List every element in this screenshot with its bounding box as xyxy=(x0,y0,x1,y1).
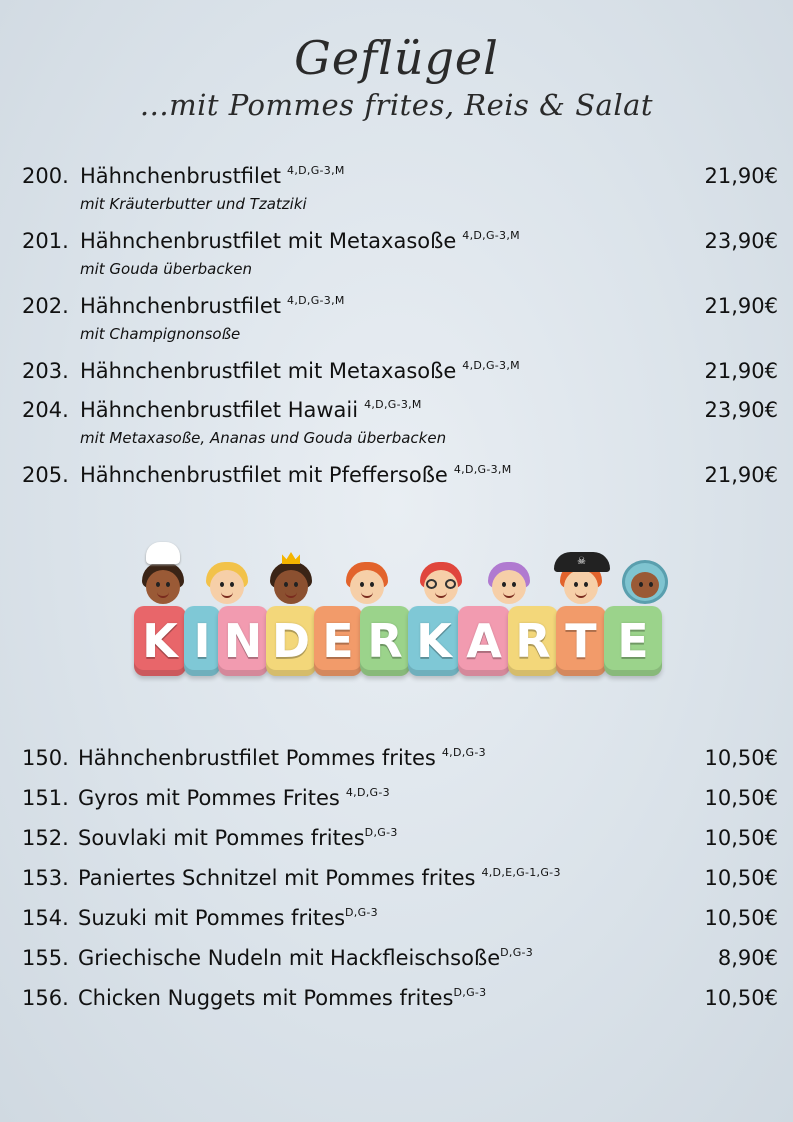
menu-item xyxy=(22,824,778,858)
item-price: 10,50€ xyxy=(704,746,778,770)
item-name: Hähnchenbrustfilet xyxy=(80,164,282,188)
item-name: Gyros mit Pommes Frites xyxy=(78,786,340,810)
allergen-codes: 4,D,G-3,M xyxy=(462,359,520,372)
allergen-codes: D,G-3 xyxy=(364,826,398,839)
allergen-codes: 4,D,G-3,M xyxy=(287,164,345,177)
menu-header xyxy=(0,30,793,124)
allergen-codes: 4,D,G-3 xyxy=(345,786,390,799)
menu-item xyxy=(22,227,778,280)
menu-item xyxy=(22,162,778,215)
item-price: 10,50€ xyxy=(704,906,778,930)
allergen-codes: 4,D,E,G-1,G-3 xyxy=(481,866,561,879)
item-name-wrap xyxy=(78,746,486,770)
item-name-wrap xyxy=(78,906,378,930)
child-cap-glasses-illustration xyxy=(418,562,464,610)
item-price: 23,90€ xyxy=(704,229,778,253)
menu-item xyxy=(22,292,778,345)
letter-block: R xyxy=(360,606,410,676)
menu-item xyxy=(22,744,778,778)
item-name-wrap xyxy=(80,164,345,188)
item-description: mit Gouda überbacken xyxy=(80,260,253,278)
child-astronaut-illustration xyxy=(622,562,668,610)
item-price: 21,90€ xyxy=(704,164,778,188)
item-name-wrap xyxy=(80,229,520,253)
letter-block: I xyxy=(184,606,220,676)
item-name: Suzuki mit Pommes frites xyxy=(78,906,346,930)
item-price: 21,90€ xyxy=(704,294,778,318)
poultry-menu-list xyxy=(22,162,778,500)
menu-item xyxy=(22,864,778,898)
item-name: Souvlaki mit Pommes frites xyxy=(78,826,365,850)
menu-item xyxy=(22,357,778,391)
allergen-codes: 4,D,G-3,M xyxy=(453,463,512,476)
menu-item xyxy=(22,984,778,1018)
allergen-codes: 4,D,G-3,M xyxy=(364,398,422,411)
item-price: 21,90€ xyxy=(704,463,778,487)
item-number: 202. xyxy=(22,294,69,318)
child-chef-illustration xyxy=(140,562,186,610)
letter-block: E xyxy=(604,606,662,676)
item-price: 23,90€ xyxy=(704,398,778,422)
item-description: mit Metaxasoße, Ananas und Gouda überbacken xyxy=(80,429,447,447)
item-price: 10,50€ xyxy=(704,866,778,890)
item-number: 200. xyxy=(22,164,69,188)
item-name: Hähnchenbrustfilet mit Metaxasoße xyxy=(80,359,457,383)
item-name: Hähnchenbrustfilet mit Pfeffersoße xyxy=(80,463,448,487)
item-name: Griechische Nudeln mit Hackfleischsoße xyxy=(78,946,501,970)
allergen-codes: 4,D,G-3,M xyxy=(287,294,345,307)
item-description: mit Kräuterbutter und Tzatziki xyxy=(80,195,307,213)
kids-menu-list xyxy=(22,744,778,1024)
menu-item xyxy=(22,904,778,938)
item-name-wrap xyxy=(78,866,561,890)
item-name-wrap xyxy=(78,946,533,970)
item-name-wrap xyxy=(78,986,486,1010)
item-number: 203. xyxy=(22,359,69,383)
letter-block: A xyxy=(458,606,510,676)
item-number: 205. xyxy=(22,463,69,487)
item-price: 10,50€ xyxy=(704,986,778,1010)
item-name-wrap xyxy=(78,786,390,810)
child-princess-illustration xyxy=(268,562,314,610)
letter-block: R xyxy=(508,606,558,676)
child-redhead-illustration xyxy=(344,562,390,610)
page-subtitle: ...mit Pommes frites, Reis & Salat xyxy=(139,88,654,122)
item-name-wrap xyxy=(80,294,345,318)
letter-block: E xyxy=(314,606,362,676)
item-number: 154. xyxy=(22,906,69,930)
item-number: 155. xyxy=(22,946,69,970)
allergen-codes: D,G-3 xyxy=(453,986,487,999)
item-number: 204. xyxy=(22,398,69,422)
page-title: Geflügel xyxy=(294,31,499,85)
item-name-wrap xyxy=(80,463,512,487)
item-number: 150. xyxy=(22,746,69,770)
item-price: 10,50€ xyxy=(704,826,778,850)
allergen-codes: D,G-3 xyxy=(500,946,534,959)
item-number: 153. xyxy=(22,866,69,890)
item-name: Hähnchenbrustfilet xyxy=(80,294,282,318)
kinderkarte-banner xyxy=(134,540,668,685)
allergen-codes: D,G-3 xyxy=(345,906,378,919)
letter-block: K xyxy=(134,606,186,676)
item-name: Hähnchenbrustfilet Pommes frites xyxy=(78,746,436,770)
menu-item xyxy=(22,461,778,495)
item-price: 21,90€ xyxy=(704,359,778,383)
child-blonde-illustration xyxy=(204,562,250,610)
item-number: 156. xyxy=(22,986,69,1010)
item-name-wrap xyxy=(80,359,520,383)
item-name: Hähnchenbrustfilet Hawaii xyxy=(80,398,359,422)
item-name: Paniertes Schnitzel mit Pommes frites xyxy=(78,866,476,890)
allergen-codes: 4,D,G-3 xyxy=(441,746,486,759)
item-name-wrap xyxy=(80,398,422,422)
menu-item xyxy=(22,944,778,978)
item-name: Hähnchenbrustfilet mit Metaxasoße xyxy=(80,229,457,253)
allergen-codes: 4,D,G-3,M xyxy=(462,229,520,242)
item-name: Chicken Nuggets mit Pommes frites xyxy=(78,986,454,1010)
letter-block: K xyxy=(408,606,460,676)
item-number: 201. xyxy=(22,229,69,253)
menu-item xyxy=(22,784,778,818)
item-price: 8,90€ xyxy=(717,946,778,970)
letter-block: T xyxy=(556,606,606,676)
item-number: 151. xyxy=(22,786,69,810)
item-name-wrap xyxy=(78,826,398,850)
menu-item xyxy=(22,396,778,449)
letter-block: D xyxy=(266,606,316,676)
item-description: mit Champignonsoße xyxy=(80,325,241,343)
letter-block: N xyxy=(218,606,268,676)
item-price: 10,50€ xyxy=(704,786,778,810)
child-pirate-illustration: ☠ xyxy=(558,562,604,610)
item-number: 152. xyxy=(22,826,69,850)
kinderkarte-letter-blocks xyxy=(134,606,668,682)
child-purple-hair-illustration xyxy=(486,562,532,610)
